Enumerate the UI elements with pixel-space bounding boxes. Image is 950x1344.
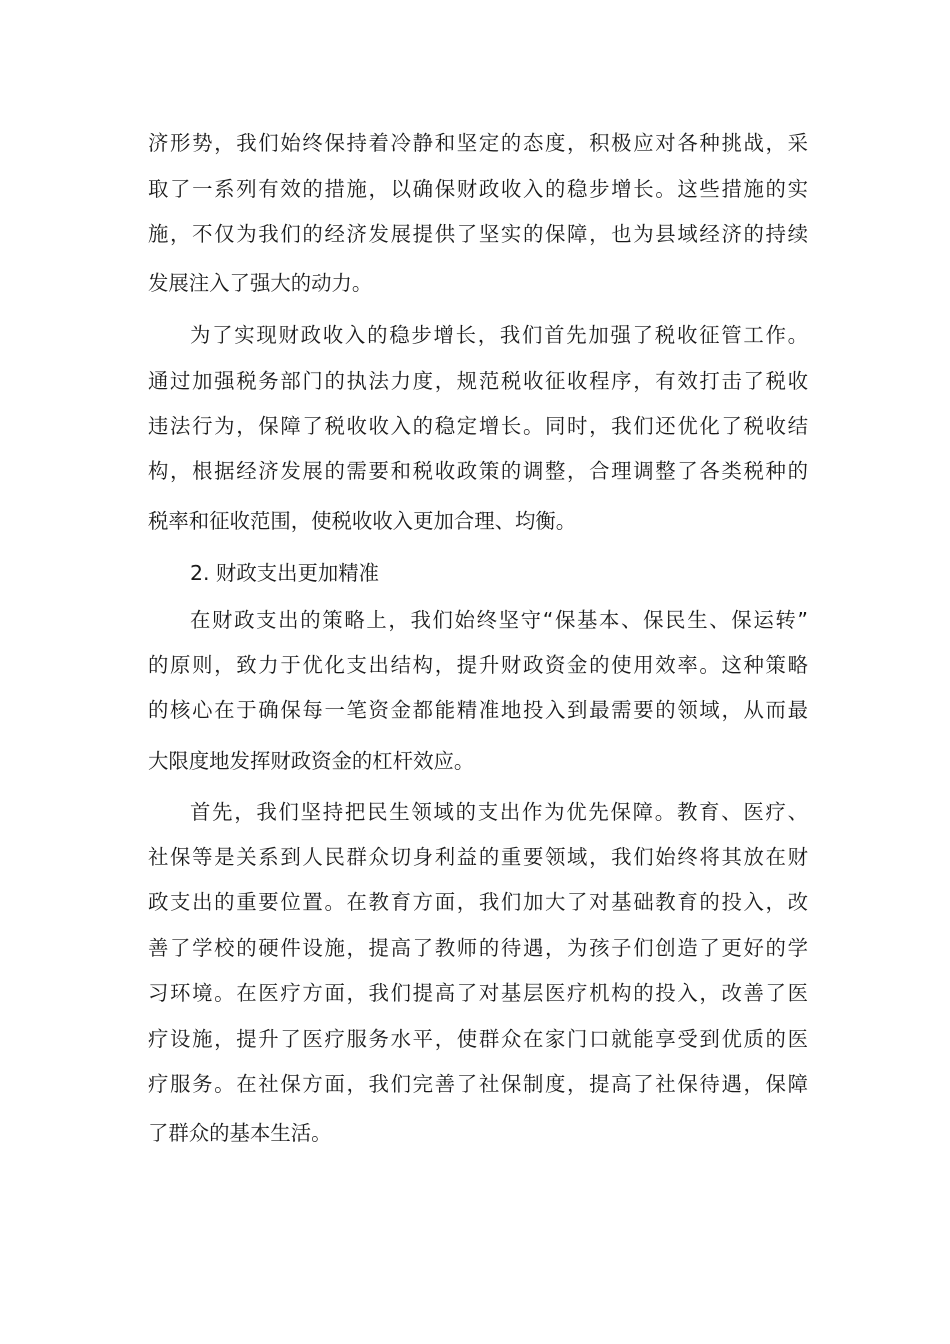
paragraph-4-line-2: 社保等是关系到人民群众切身利益的重要领域，我们始终将其放在财 — [148, 845, 808, 869]
paragraph-3-line-1: 在财政支出的策略上，我们始终坚守“保基本、保民生、保运转” — [190, 608, 808, 632]
paragraph-4-line-3: 政支出的重要位置。在教育方面，我们加大了对基础教育的投入，改 — [148, 890, 808, 914]
paragraph-2-line-4: 构，根据经济发展的需要和税收政策的调整，合理调整了各类税种的 — [148, 459, 808, 483]
paragraph-1-line-1: 济形势，我们始终保持着冷静和坚定的态度，积极应对各种挑战，采 — [148, 131, 808, 155]
paragraph-1-line-2: 取了一系列有效的措施，以确保财政收入的稳步增长。这些措施的实 — [148, 177, 808, 201]
paragraph-2-line-5: 税率和征收范围，使税收收入更加合理、均衡。 — [148, 509, 577, 533]
paragraph-4-line-1: 首先，我们坚持把民生领域的支出作为优先保障。教育、医疗、 — [190, 800, 808, 824]
paragraph-4-line-5: 习环境。在医疗方面，我们提高了对基层医疗机构的投入，改善了医 — [148, 981, 808, 1005]
section-heading: 2. 财政支出更加精准 — [190, 561, 380, 585]
paragraph-4-line-6: 疗设施，提升了医疗服务水平，使群众在家门口就能享受到优质的医 — [148, 1027, 808, 1051]
paragraph-3-line-3: 的核心在于确保每一笔资金都能精准地投入到最需要的领域，从而最 — [148, 698, 808, 722]
paragraph-4-line-8: 了群众的基本生活。 — [148, 1121, 332, 1145]
paragraph-2-line-1: 为了实现财政收入的稳步增长，我们首先加强了税收征管工作。 — [190, 323, 808, 347]
paragraph-4-line-7: 疗服务。在社保方面，我们完善了社保制度，提高了社保待遇，保障 — [148, 1072, 808, 1096]
paragraph-3-line-2: 的原则，致力于优化支出结构，提升财政资金的使用效率。这种策略 — [148, 653, 808, 677]
paragraph-1-line-4: 发展注入了强大的动力。 — [148, 271, 373, 295]
paragraph-2-line-3: 违法行为，保障了税收收入的稳定增长。同时，我们还优化了税收结 — [148, 414, 808, 438]
paragraph-2-line-2: 通过加强税务部门的执法力度，规范税收征收程序，有效打击了税收 — [148, 369, 808, 393]
paragraph-4-line-4: 善了学校的硬件设施，提高了教师的待遇，为孩子们创造了更好的学 — [148, 936, 808, 960]
paragraph-3-line-4: 大限度地发挥财政资金的杠杆效应。 — [148, 749, 475, 773]
paragraph-1-line-3: 施，不仅为我们的经济发展提供了坚实的保障，也为县域经济的持续 — [148, 222, 808, 246]
